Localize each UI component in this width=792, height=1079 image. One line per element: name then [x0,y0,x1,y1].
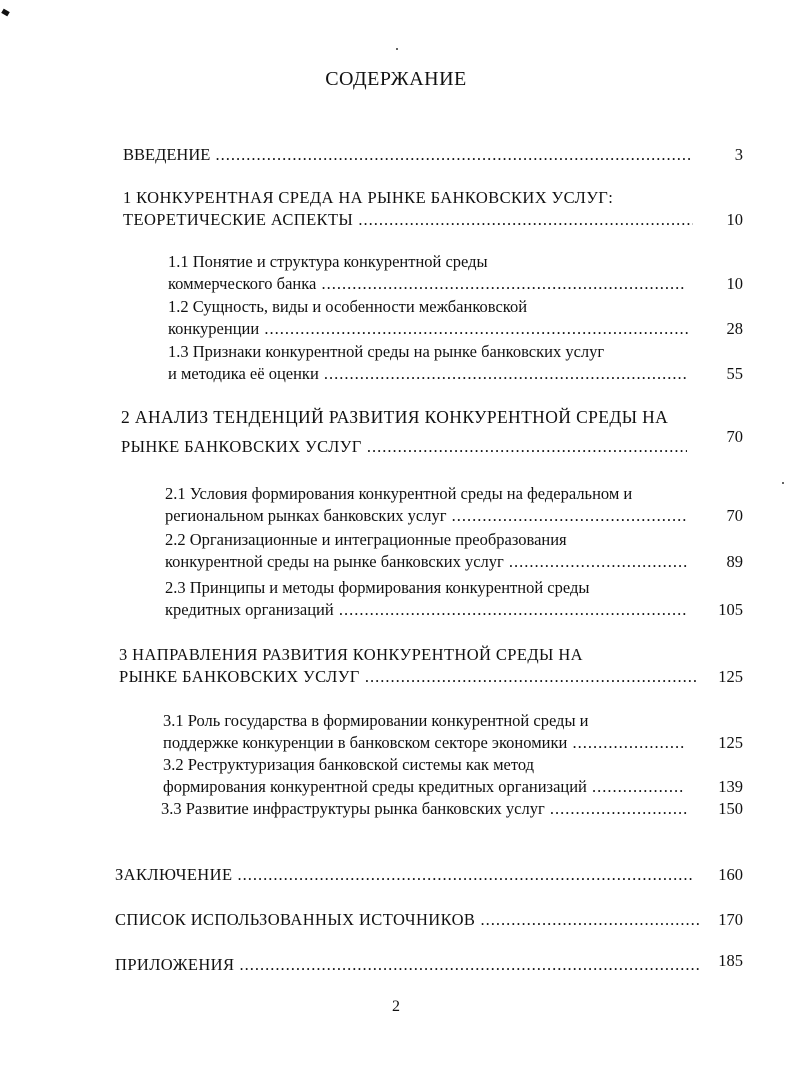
toc-entry-label: 3 НАПРАВЛЕНИЯ РАЗВИТИЯ КОНКУРЕНТНОЙ СРЕДЫ НА [119,645,583,664]
toc-entry-label: 1 КОНКУРЕНТНАЯ СРЕДА НА РЫНКЕ БАНКОВСКИХ УСЛУГ: [123,188,614,207]
toc-page-number: 125 [718,667,743,686]
toc-entry-label-cont: РЫНКЕ БАНКОВСКИХ УСЛУГ ..... [119,666,699,688]
toc-entry-2-3[interactable] [165,577,743,621]
toc-entry-sources[interactable] [115,909,743,931]
toc-entry-label-cont: кредитных организаций ..... [165,599,687,621]
toc-entry-label: 3.2 Реструктуризация банковской системы как метод [163,755,535,774]
scan-dot [396,48,398,50]
scan-artifact [1,9,10,17]
toc-page-number: 55 [726,364,743,383]
toc-entry-label-cont: конкурентной среды на рынке банковских услуг ..... [165,551,687,573]
toc-page-number: 105 [718,600,743,619]
toc-page-number: 160 [718,865,743,884]
toc-page-number: 10 [726,210,743,229]
toc-entry-conclusion[interactable] [115,864,743,886]
toc-entry-label: ЗАКЛЮЧЕНИЕ ..... [115,864,693,886]
toc-entry-label: 2 АНАЛИЗ ТЕНДЕНЦИЙ РАЗВИТИЯ КОНКУРЕНТНОЙ СРЕДЫ НА [121,407,669,427]
toc-entry-label-cont: поддержке конкуренции в банковском секторе экономики ..... [163,732,685,754]
toc-page-number: 10 [726,274,743,293]
toc-entry-label: 2.2 Организационные и интеграционные преобразования [165,530,567,549]
toc-entry-1-3[interactable] [168,341,743,385]
toc-entry-chapter-3[interactable] [119,644,743,688]
toc-entry-label-cont: формирования конкурентной среды кредитных организаций ..... [163,776,685,798]
toc-page-number: 3 [734,145,743,164]
toc-entry-label: 2.1 Условия формирования конкурентной среды на федеральном и [165,484,633,503]
toc-entry-3-2[interactable] [163,754,743,798]
toc-entry-3-1[interactable] [163,710,743,754]
toc-entry-1-1[interactable] [168,251,743,295]
toc-entry-1-2[interactable] [168,296,743,340]
toc-entry-label: СПИСОК ИСПОЛЬЗОВАННЫХ ИСТОЧНИКОВ ..... [115,909,701,931]
page-number: 2 [392,998,400,1015]
toc-page-number: 89 [726,552,743,571]
toc-entry-label: 2.3 Принципы и методы формирования конкурентной среды [165,578,590,597]
toc-entry-2-2[interactable] [165,529,743,573]
toc-entry-label-cont: региональном рынках банковских услуг ..... [165,505,687,527]
toc-entry-2-1[interactable] [165,483,743,527]
toc-entry-label: 1.2 Сущность, виды и особенности межбанковской [168,297,528,316]
toc-entry-label: ВВЕДЕНИЕ ..... [123,144,693,166]
toc-page-number: 70 [726,506,743,525]
toc-entry-label: 1.1 Понятие и структура конкурентной среды [168,252,488,271]
toc-entry-chapter-1[interactable] [123,187,743,231]
toc-page-number: 28 [726,319,743,338]
toc-page-number: 125 [718,733,743,752]
toc-entry-chapter-2[interactable] [121,402,743,462]
toc-entry-label-cont: коммерческого банка ..... [168,273,686,295]
page-title: СОДЕРЖАНИЕ [325,68,467,90]
toc-entry-label-cont: РЫНКЕ БАНКОВСКИХ УСЛУГ ..... [121,432,687,462]
toc-entry-label: 3.1 Роль государства в формировании конкурентной среды и [163,711,589,730]
toc-entry-label-cont: и методика её оценки ..... [168,363,686,385]
toc-page-number: 185 [718,951,743,970]
toc-entry-label: ПРИЛОЖЕНИЯ ..... [115,954,701,976]
toc-entry-intro[interactable] [123,144,743,166]
toc-entry-label-cont: ТЕОРЕТИЧЕСКИЕ АСПЕКТЫ ..... [123,209,693,231]
toc-entry-label: 1.3 Признаки конкурентной среды на рынке банковских услуг [168,342,605,361]
toc-entry-3-3[interactable] [161,798,743,820]
toc-page-number: 150 [718,799,743,818]
toc-page-number: 139 [718,777,743,796]
toc-entry-label-cont: конкуренции ..... [168,318,690,340]
toc-entry-label: 3.3 Развитие инфраструктуры рынка банковских услуг ..... [161,798,689,820]
toc-entry-appendix[interactable] [115,951,743,976]
toc-page-number: 170 [718,910,743,929]
scan-dot [782,482,784,484]
toc-page-number: 70 [726,427,743,446]
